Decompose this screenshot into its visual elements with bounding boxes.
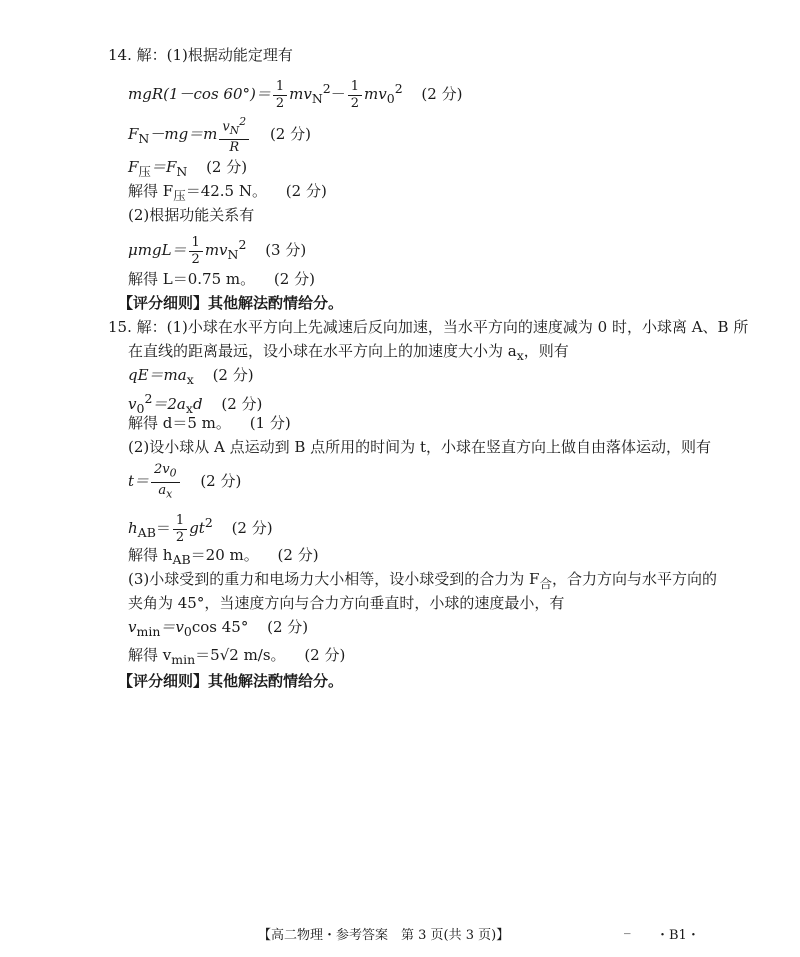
q14-part-2: (2)根据功能关系有 <box>128 206 255 224</box>
fraction: $\frac{v_N^2}{R}$ <box>219 114 249 156</box>
q14-result-1: 解得 $F_压=42.5$ N。 (2 分) <box>128 182 327 203</box>
q15-title-continued: 在直线的距离最远，设小球在水平方向上的加速度大小为 $a_x$，则有 <box>128 342 569 363</box>
fraction: $\frac{1}{2}$ <box>348 79 362 112</box>
q14-equation-3: $F_压=F_N$ (2 分) <box>128 158 248 179</box>
q14-result-2: 解得 L＝0.75 m。 (2 分) <box>128 270 315 288</box>
q14-grading-rule: 【评分细则】其他解法酌情给分。 <box>118 294 344 312</box>
page-footer-dash: _ <box>624 920 631 935</box>
fraction: $\frac{1}{2}$ <box>189 235 203 268</box>
q14-title: 14. 解：(1)根据动能定理有 <box>108 46 293 64</box>
page-footer-label: 【高二物理・参考答案 第 3 页(共 3 页)】 <box>258 928 510 943</box>
q15-title: 15. 解：(1)小球在水平方向上先减速后反向加速，当水平方向的速度减为 0 时，小球离 A、B 所 <box>108 318 749 336</box>
fraction: $\frac{2v_0}{a_x}$ <box>151 462 180 502</box>
q15-part-3: (3)小球受到的重力和电场力大小相等，设小球受到的合力为 $F_合$，合力方向与水平方向的 <box>128 570 717 591</box>
q15-equation-4: t＝ $\frac{2v_0}{a_x}$ (2 分) <box>128 462 242 501</box>
q14-equation-1: mgR(1－cos 60°)＝ $\frac{1}{2}$ $mv_N^2-$ $\frac{1}{2}$ $mv_0^2$ (2 分) <box>128 78 463 111</box>
q14-equation-5: μmgL＝ $\frac{1}{2}$ $mv_N^2$ (3 分) <box>128 234 307 267</box>
q15-grading-rule: 【评分细则】其他解法酌情给分。 <box>118 672 344 690</box>
fraction: $\frac{1}{2}$ <box>173 513 187 546</box>
q15-result-3: 解得 $v_{min}=5√2$ m/s。 (2 分) <box>128 646 346 667</box>
q15-part-2: (2)设小球从 A 点运动到 B 点所用的时间为 t，小球在竖直方向上做自由落体运动，则有 <box>128 438 711 456</box>
q15-equation-1: $qE=ma_x$ (2 分) <box>128 366 254 387</box>
fraction: $\frac{1}{2}$ <box>273 79 287 112</box>
q15-equation-2: $v_0^2=2a_xd$ (2 分) <box>128 391 263 416</box>
q15-result-1: 解得 d＝5 m。 (1 分) <box>128 414 291 432</box>
q15-result-2: 解得 $h_{AB}=20$ m。 (2 分) <box>128 546 319 567</box>
q15-part-3-continued: 夹角为 45°，当速度方向与合力方向垂直时，小球的速度最小，有 <box>128 594 565 612</box>
q14-equation-2: $F_N-mg=m$ $\frac{v_N^2}{R}$ (2 分) <box>128 115 311 155</box>
q15-equation-5: $h_{AB}=$ $\frac{1}{2}$ $gt^2$ (2 分) <box>128 512 273 545</box>
page-footer-code: ・B1・ <box>656 928 700 943</box>
q15-equation-7: $v_{min}=v_0\cos$ 45° (2 分) <box>128 618 309 639</box>
